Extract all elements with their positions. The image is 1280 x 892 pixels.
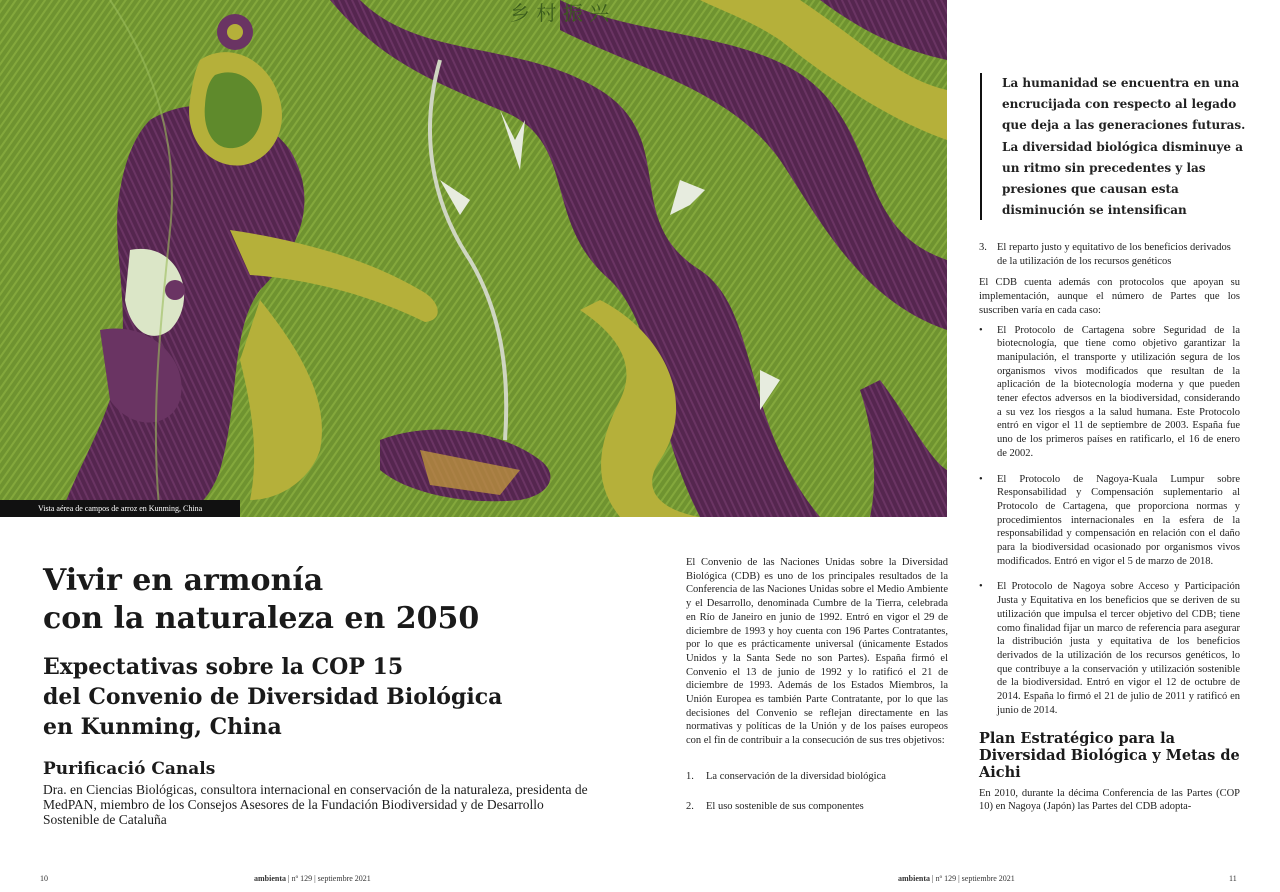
- protocols-list: [979, 324, 1240, 718]
- author-name: Purificació Canals: [43, 759, 216, 779]
- section-heading: Plan Estratégico para la Diversidad Biológica y Metas de Aichi: [979, 729, 1240, 781]
- list-item: [979, 324, 1240, 461]
- list-number: 1.: [686, 770, 694, 782]
- issue-info: | nº 129 | septiembre 2021: [288, 874, 371, 883]
- intro-paragraph: El Convenio de las Naciones Unidas sobre la Diversidad Biológica (CDB) es uno de los principales resultados de la Conferencia de las Naciones Unidas sobre el Medio Ambiente y el Desarrollo, denominada Cumbre de la Tierra, celebrada en Río de Janeiro en junio de 1992. Entró en vigor el 29 de diciembre de 1993 y hoy cuenta con 196 Partes Contratantes, por lo que es prácticamente universal (únicamente Estados Unidos y la Santa Sede no son Partes). España firmó el Convenio el 13 de junio de 1992 y lo ratificó el 21 de diciembre de 1993. Además de los Estados Miembros, la Unión Europea es también Parte Contratante, por lo que las decisiones del Convenio se reflejan directamente en las normativas y políticas de la Unión y de los países europeos con el fin de contribuir a la consecución de sus tres objetivos:: [686, 557, 948, 747]
- title-line-2: con la naturaleza en 2050: [43, 601, 480, 636]
- list-text: El Protocolo de Cartagena sobre Seguridad de la biotecnología, que tiene como objetivo garantizar la manipulación, el transporte y utilización segura de los organismos vivos modificados que resultan de la aplicación de la biotecnología moderna y que pueden tener efectos adversos en la biodiversidad, considerando a su vez los riesgos a la salud humana. Este Protocolo entró en vigor el 11 de septiembre de 2003. España fue uno de los primeros países en ratificarlo, el 16 de enero de 2002.: [997, 324, 1240, 459]
- list-number: 2.: [686, 800, 694, 812]
- page-number-left: 10: [40, 874, 48, 883]
- bullet-icon: •: [979, 324, 983, 336]
- objectives-list: [686, 770, 948, 813]
- article-subtitle: [43, 652, 502, 742]
- footer-right: [898, 874, 1015, 883]
- page-number-right: 11: [1229, 874, 1237, 883]
- list-item: [686, 770, 948, 784]
- author-bio: Dra. en Ciencias Biológicas, consultora internacional en conservación de la naturaleza, presidenta de MedPAN, miembro de los Consejos Asesores de la Fundación Biodiversidad y de Desarrollo Sostenible de Cataluña: [43, 782, 588, 827]
- title-line-1: Vivir en armonía: [43, 563, 324, 598]
- body-column-2: [979, 241, 1240, 820]
- list-item: [686, 800, 948, 814]
- list-text: El reparto justo y equitativo de los beneficios derivados de la utilización de los recursos genéticos: [997, 242, 1231, 267]
- list-item: [979, 241, 1240, 268]
- pull-quote: La humanidad se encuentra en una encrucijada con respecto al legado que deja a las generaciones futuras. La diversidad biológica disminuye a un ritmo sin precedentes y las presiones que causan esta disminución se intensifican: [980, 73, 1252, 220]
- list-text: El Protocolo de Nagoya-Kuala Lumpur sobre Responsabilidad y Compensación suplementario al Protocolo de Cartagena, que proporciona normas y procedimientos internacionales en la esfera de la responsabilidad y compensación en relación con el daño para la biodiversidad ocasionado por organismos vivos modificados. Entró en vigor el 5 de marzo de 2018.: [997, 473, 1240, 567]
- subtitle-line-1: Expectativas sobre la COP 15: [43, 654, 404, 680]
- subtitle-line-2: del Convenio de Diversidad Biológica: [43, 684, 503, 710]
- photo-caption: Vista aérea de campos de arroz en Kunming, China: [0, 500, 240, 517]
- section-paragraph: En 2010, durante la décima Conferencia de las Partes (COP 10) en Nagoya (Japón) las Partes del CDB adopta-: [979, 787, 1240, 813]
- subtitle-line-3: en Kunming, China: [43, 714, 282, 740]
- list-text: El uso sostenible de sus componentes: [706, 800, 864, 812]
- aerial-photo: [0, 0, 947, 517]
- protocols-intro: El CDB cuenta además con protocolos que apoyan su implementación, aunque el número de Partes que los suscriben varía en cada caso:: [979, 277, 1240, 316]
- footer-left: [254, 874, 371, 883]
- magazine-name: ambienta: [898, 874, 930, 883]
- magazine-name: ambienta: [254, 874, 286, 883]
- list-number: 3.: [979, 242, 987, 253]
- bullet-icon: •: [979, 581, 983, 593]
- bullet-icon: •: [979, 473, 983, 485]
- list-text: El Protocolo de Nagoya sobre Acceso y Participación Justa y Equitativa en los beneficios que se deriven de su utilización que impulsa el tercer objetivo del CDB; tiene como finalidad fijar un marco de referencia para asegurar la distribución justa y equitativa de los beneficios derivados de la utilización de los recursos genéticos, lo que contribuye a la conservación y utilización sostenible de la biodiversidad. Entró en vigor el 12 de octubre de 2014. España lo firmó el 21 de julio de 2011 y ratificó en junio de 2014.: [997, 581, 1240, 716]
- article-title: [43, 562, 479, 638]
- list-text: La conservación de la diversidad biológica: [706, 770, 886, 782]
- body-column-1: [686, 556, 948, 829]
- issue-info: | nº 129 | septiembre 2021: [932, 874, 1015, 883]
- rice-field-artwork: [0, 0, 947, 517]
- list-item: [979, 580, 1240, 717]
- list-item: [979, 473, 1240, 569]
- field-characters: 乡 村 振 兴: [510, 1, 610, 25]
